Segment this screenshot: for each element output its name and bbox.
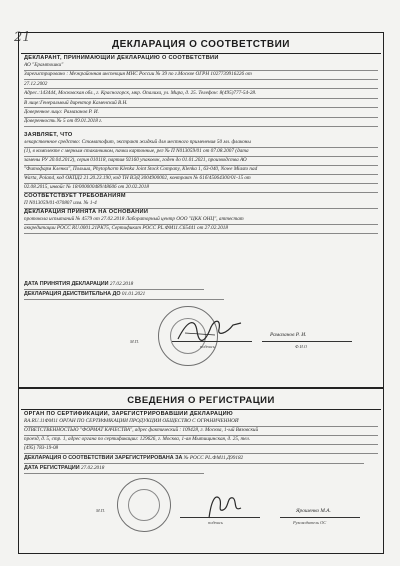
registration-body-line: ОТВЕТСТВЕННОСТЬЮ "ФОРМАТ КАЧЕСТВА", адрес фактический : 109428, г. Москва, 1-ый Вязовский: [24, 427, 378, 436]
registration-body-heading: ОРГАН ПО СЕРТИФИКАЦИИ, ЗАРЕГИСТРИРОВАВШИЙ ДЕКЛАРАЦИЮ: [24, 411, 233, 417]
mp-label-2: М.П.: [96, 508, 106, 513]
head-caption: Руководитель ОС: [293, 520, 327, 525]
basis-line: аккредитации РОСС RU.0001.21РК75, Сертификат РОСС PL.ФМ11.С65441 от 27.02.2018: [24, 225, 378, 234]
head-name: Ярошенко М.А.: [296, 508, 331, 514]
reg-number-label: ДЕКЛАРАЦИЯ О СООТВЕТСТВИИ ЗАРЕГИСТРИРОВАНА ЗА: [24, 455, 183, 461]
declarant-line: Зарегистрировано : Межрайонная инспекция МНС России № 39 по г.Москве ОГРН 1027739916226 от: [24, 71, 378, 80]
registration-body-line: RA.RU.11ФМ11 ОРГАН ПО СЕРТИФИКАЦИИ ПРОДУКЦИИ ОБЩЕСТВО С ОГРАНИЧЕННОЙ: [24, 418, 378, 427]
date-adopted-label: ДАТА ПРИНЯТИЯ ДЕКЛАРАЦИИ: [24, 281, 109, 287]
conforms-heading: СООТВЕТСТВУЕТ ТРЕБОВАНИЯМ: [24, 193, 126, 199]
valid-until-value: 01.01.2021: [121, 291, 146, 297]
mp-label-1: М.П.: [130, 339, 140, 344]
declarant-line: В лице:Генеральный директор Каменский В.Н.: [24, 100, 378, 109]
basis-heading: ДЕКЛАРАЦИЯ ПРИНЯТА НА ОСНОВАНИИ: [24, 209, 149, 215]
name-line-1: [262, 341, 352, 342]
reg-number-row: [24, 455, 364, 464]
head-signature: [205, 488, 245, 524]
registration-body-line: проезд, д. 5, стр. 1, адрес органа по сертификации: 129626, г. Москва, 1-ая Мытищинская, д. 25, тел.: [24, 436, 378, 445]
signature-caption-2: подпись: [208, 520, 223, 525]
date-adopted-row: [24, 281, 204, 290]
product-line: лекарственное средство: Стоматофит, экстракт жидкий для местного применения 50 мл. флаконы: [24, 139, 378, 148]
reg-date-row: [24, 465, 204, 474]
declaration-title: ДЕКЛАРАЦИЯ О СООТВЕТСТВИИ: [21, 33, 381, 54]
product-line: Warta, Poland, код ОКПД2 21.20.23.190, код ТН ВЭД 3004900002, контракт № 61б/45064300/01-15 от: [24, 175, 378, 184]
product-line: "Фитофарм Кленка", Польша, Phytopharm Klenka Joint Stock Company, Klenka 1, 63-040, Nowe Miasto nad: [24, 166, 378, 175]
signature-line-2: [180, 517, 260, 518]
handwritten-page-number: 21: [14, 30, 31, 45]
declarant-line: 27.12.2002: [24, 81, 378, 90]
fio-caption: Ф.И.О: [295, 344, 308, 349]
declarant-heading: ДЕКЛАРАНТ, ПРИНИМАЮЩИЙ ДЕКЛАРАЦИЮ О СООТВЕТСТВИИ: [24, 55, 219, 61]
product-line: 02.08.2015, инвойс № 18/000000489/48606 от 20.02.2018: [24, 184, 378, 193]
declarant-line: Доверенное лицо: Рамазанов Р. И.: [24, 109, 378, 118]
declarant-line: Доверенность № 5 от 09.01.2018 г.: [24, 118, 378, 127]
certification-body-seal-inner: [128, 489, 160, 521]
requirements-line: П N013059/01-070807 изм. № 1-4: [24, 200, 378, 209]
valid-until-label: ДЕКЛАРАЦИЯ ДЕЙСТВИТЕЛЬНА ДО: [24, 291, 121, 297]
registration-body-line: (495) 783-19-08: [24, 445, 378, 454]
declarant-line: АО "Ерамтошки": [24, 62, 378, 71]
signature-caption-1: подпись: [200, 344, 215, 349]
reg-date-value: 27.02.2018: [80, 465, 105, 471]
declarant-line: Адрес.:143444, Московская обл., г. Красногорск, мкр. Опалиха, ул. Мира, д. 25. Телефон: 8(495)777-54-28.: [24, 90, 378, 99]
product-line: (1), в комплекте с мерным стаканчиком, пачки картонные, рег № П N013059/01 от 07.08.2007 (дата: [24, 148, 378, 157]
states-heading: ЗАЯВЛЯЕТ, ЧТО: [24, 132, 73, 138]
reg-date-label: ДАТА РЕГИСТРАЦИИ: [24, 465, 80, 471]
reg-number-value: № РОСС PL.ФМ11.Д99182: [183, 455, 244, 461]
basis-line: протокола испытаний № 4579 от 27.02.2018 Лабораторный центр ООО "ЦКК ОНЦ", аттестат: [24, 216, 378, 225]
date-adopted-value: 27.02.2018: [109, 281, 134, 287]
valid-until-row: [24, 291, 224, 300]
signature-line-1: [172, 341, 252, 342]
signer-name: Рамазанов Р. И.: [270, 332, 307, 338]
name-line-2: [280, 517, 360, 518]
product-line: замены РУ 20.04.2012), серия 010118, партия 92160 упаковок, годен до 01.01.2021, производства АО: [24, 157, 378, 166]
registration-title: СВЕДЕНИЯ О РЕГИСТРАЦИИ: [21, 389, 381, 410]
